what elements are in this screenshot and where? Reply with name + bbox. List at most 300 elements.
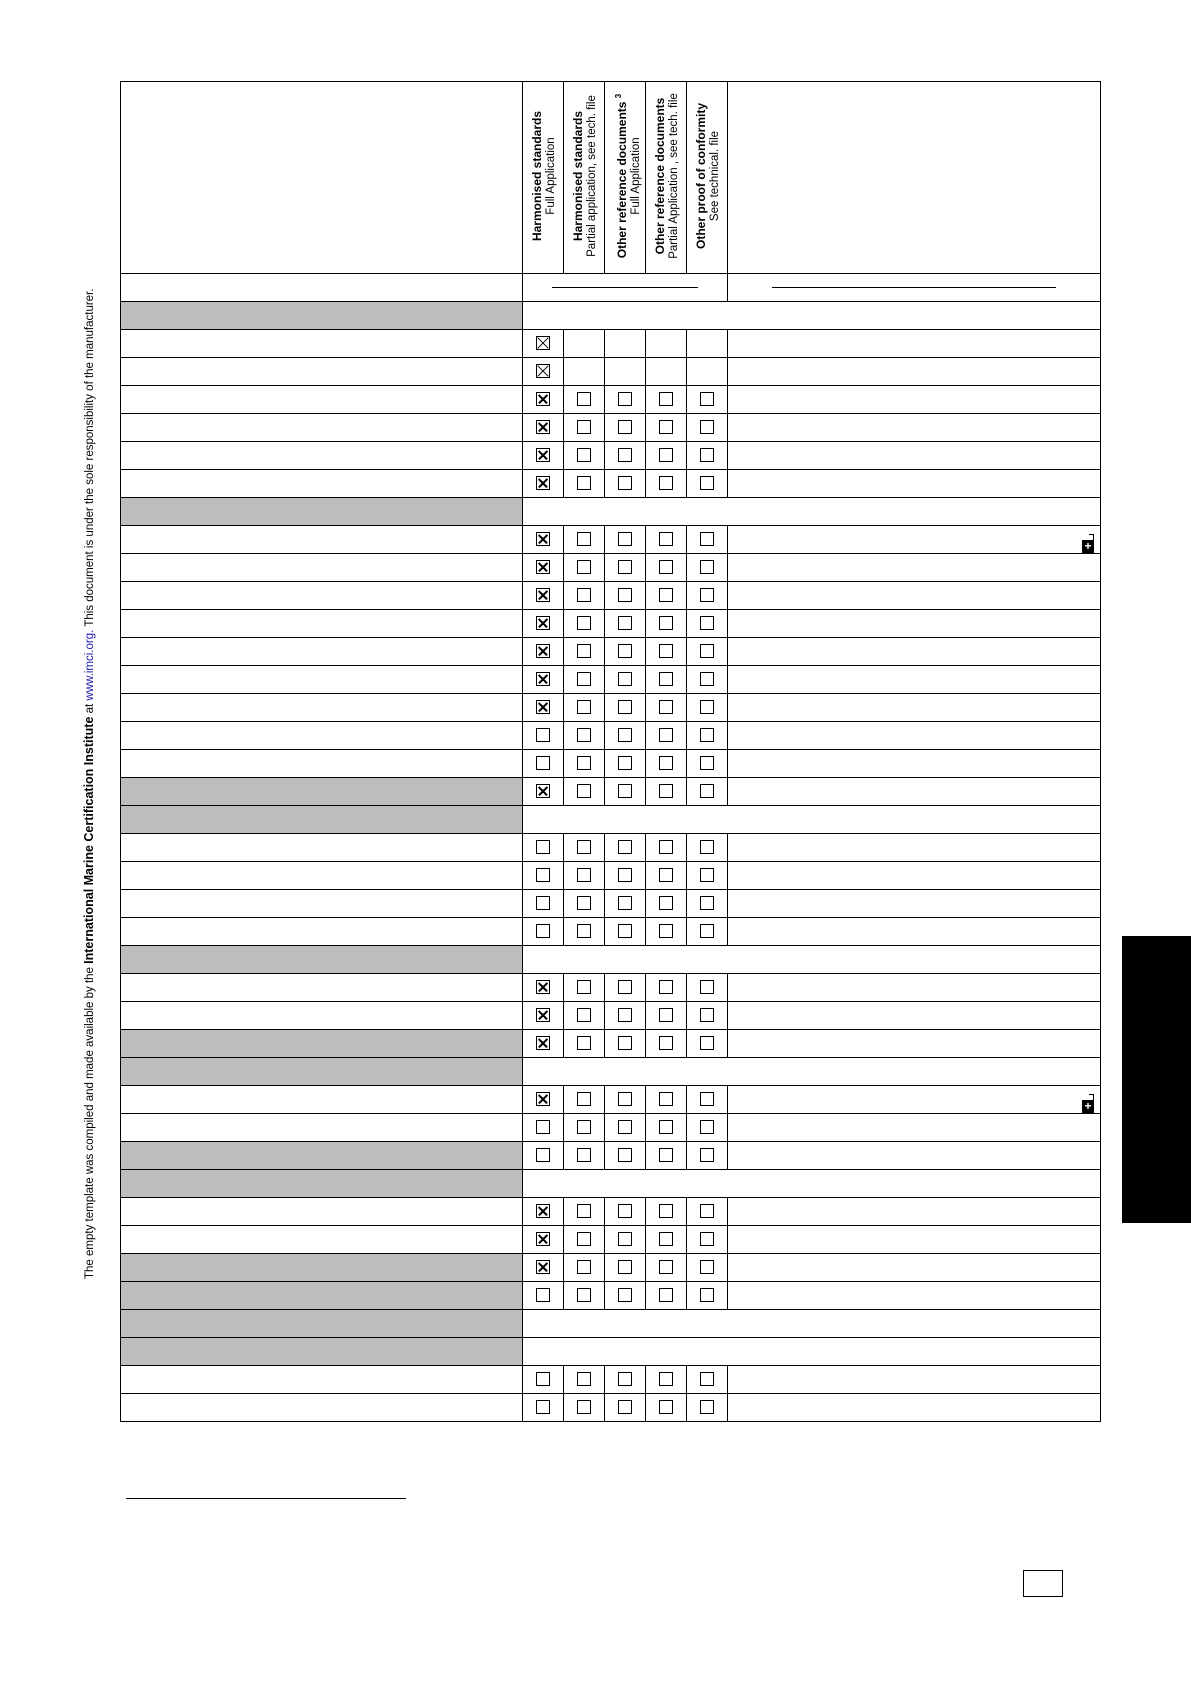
section-header-row	[121, 1338, 1101, 1366]
checked-checkbox[interactable]	[536, 392, 550, 406]
template-attribution-note	[82, 289, 97, 1279]
checkbox[interactable]	[618, 896, 632, 910]
checkbox[interactable]	[700, 1372, 714, 1386]
notes-cell[interactable]	[728, 890, 1101, 918]
checklist-row	[121, 386, 1101, 414]
checkbox[interactable]	[577, 560, 591, 574]
checklist-row	[121, 778, 1101, 806]
checkbox[interactable]	[577, 672, 591, 686]
checkbox[interactable]	[700, 756, 714, 770]
conformity-cell	[564, 470, 605, 498]
notes-cell[interactable]	[728, 1366, 1101, 1394]
checkbox[interactable]	[659, 420, 673, 434]
checked-checkbox[interactable]	[536, 700, 550, 714]
checkbox[interactable]	[577, 1008, 591, 1022]
checklist-row	[121, 330, 1101, 358]
checkbox[interactable]	[659, 728, 673, 742]
checkbox[interactable]	[618, 532, 632, 546]
conformity-cell	[605, 1366, 646, 1394]
notes-cell[interactable]	[728, 1198, 1101, 1226]
conformity-cell	[605, 750, 646, 778]
checked-checkbox[interactable]	[536, 1092, 550, 1106]
checkbox[interactable]	[577, 1372, 591, 1386]
conformity-cell	[605, 1394, 646, 1422]
checkbox[interactable]	[700, 1260, 714, 1274]
requirement-cell	[121, 834, 523, 862]
checkbox[interactable]	[659, 924, 673, 938]
checkbox[interactable]	[700, 1120, 714, 1134]
checkbox[interactable]	[659, 476, 673, 490]
checkbox[interactable]	[577, 1092, 591, 1106]
checkbox[interactable]	[659, 1092, 673, 1106]
checked-checkbox[interactable]	[536, 980, 550, 994]
checkbox[interactable]	[659, 532, 673, 546]
checkbox[interactable]	[700, 1092, 714, 1106]
notes-cell[interactable]	[728, 862, 1101, 890]
notes-cell[interactable]	[728, 1142, 1101, 1170]
conformity-cell	[687, 1254, 728, 1282]
checklist-row	[121, 890, 1101, 918]
attribution-text-at: at	[84, 700, 96, 717]
checkbox[interactable]	[700, 1148, 714, 1162]
checkbox[interactable]	[536, 896, 550, 910]
checkbox[interactable]	[659, 448, 673, 462]
checkbox[interactable]	[577, 588, 591, 602]
conformity-cell	[646, 1002, 687, 1030]
notes-cell[interactable]	[728, 694, 1101, 722]
checkbox[interactable]	[659, 980, 673, 994]
conformity-cell	[523, 1198, 564, 1226]
checkbox[interactable]	[577, 756, 591, 770]
notes-cell[interactable]	[728, 638, 1101, 666]
checkbox[interactable]	[536, 1288, 550, 1302]
checkbox[interactable]	[700, 616, 714, 630]
notes-cell[interactable]	[728, 750, 1101, 778]
header-other-ref-full: Other reference documents $^3$ Full Application	[605, 82, 646, 274]
checkbox[interactable]	[577, 1120, 591, 1134]
checkbox[interactable]	[618, 784, 632, 798]
checkbox[interactable]	[659, 392, 673, 406]
notes-cell[interactable]	[728, 358, 1101, 386]
section-title-cell	[121, 1058, 523, 1086]
checkbox[interactable]	[618, 1204, 632, 1218]
notes-cell[interactable]	[728, 470, 1101, 498]
conformity-cell	[687, 610, 728, 638]
requirement-cell	[121, 470, 523, 498]
notes-cell[interactable]	[728, 526, 1101, 554]
checkbox[interactable]	[577, 868, 591, 882]
checklist-row	[121, 442, 1101, 470]
checkbox[interactable]	[659, 1148, 673, 1162]
checkbox[interactable]	[700, 420, 714, 434]
conformity-cell	[564, 778, 605, 806]
checkbox[interactable]	[618, 1372, 632, 1386]
checklist-row	[121, 582, 1101, 610]
conformity-cell	[564, 1226, 605, 1254]
conformity-cell	[605, 862, 646, 890]
checkbox[interactable]	[618, 1148, 632, 1162]
checkbox[interactable]	[700, 672, 714, 686]
conformity-cell	[564, 666, 605, 694]
checkbox[interactable]	[700, 840, 714, 854]
checkbox[interactable]	[700, 392, 714, 406]
checkbox[interactable]	[700, 1400, 714, 1414]
requirement-cell	[121, 330, 523, 358]
checkbox[interactable]	[536, 728, 550, 742]
checked-checkbox[interactable]	[536, 364, 550, 378]
requirement-cell	[121, 722, 523, 750]
checkbox[interactable]	[659, 1204, 673, 1218]
checkbox[interactable]	[618, 420, 632, 434]
conformity-cell	[687, 1282, 728, 1310]
checkbox[interactable]	[659, 1008, 673, 1022]
conformity-cell	[605, 582, 646, 610]
requirement-cell	[121, 554, 523, 582]
conformity-cell	[523, 442, 564, 470]
checkbox[interactable]	[577, 840, 591, 854]
notes-cell[interactable]	[728, 442, 1101, 470]
conformity-cell	[646, 1142, 687, 1170]
checkbox[interactable]	[577, 1148, 591, 1162]
checkbox[interactable]	[618, 1036, 632, 1050]
checkbox[interactable]	[618, 392, 632, 406]
checkbox[interactable]	[536, 1148, 550, 1162]
conformity-cell	[605, 638, 646, 666]
checkbox[interactable]	[659, 644, 673, 658]
checkbox[interactable]	[577, 700, 591, 714]
checked-checkbox[interactable]	[536, 1036, 550, 1050]
conformity-cell	[605, 1282, 646, 1310]
checkbox[interactable]	[536, 756, 550, 770]
requirement-cell	[121, 1086, 523, 1114]
conformity-cell	[605, 442, 646, 470]
conformity-cell	[687, 918, 728, 946]
section-span-cell	[523, 946, 1101, 974]
expand-plus-icon[interactable]: +	[1082, 1100, 1094, 1113]
checklist-row	[121, 1030, 1101, 1058]
checkbox[interactable]	[659, 588, 673, 602]
checkbox[interactable]	[700, 784, 714, 798]
conformity-cell	[605, 554, 646, 582]
imci-link[interactable]: www.imci.org.	[84, 629, 96, 701]
checked-checkbox[interactable]	[536, 784, 550, 798]
notes-cell[interactable]	[728, 1002, 1101, 1030]
conformity-cell	[605, 1086, 646, 1114]
requirement-cell	[121, 442, 523, 470]
conformity-cell	[523, 526, 564, 554]
checkbox[interactable]	[577, 420, 591, 434]
checkbox[interactable]	[700, 644, 714, 658]
checkbox[interactable]	[618, 756, 632, 770]
section-title-cell	[121, 946, 523, 974]
checkbox[interactable]	[618, 588, 632, 602]
checklist-row	[121, 358, 1101, 386]
conformity-cell	[605, 1226, 646, 1254]
checkbox[interactable]	[618, 868, 632, 882]
checked-checkbox[interactable]	[536, 1204, 550, 1218]
notes-cell[interactable]	[728, 1114, 1101, 1142]
conformity-cell	[605, 526, 646, 554]
section-span-cell	[523, 1310, 1101, 1338]
checkbox[interactable]	[577, 644, 591, 658]
requirement-cell	[121, 918, 523, 946]
checkbox[interactable]	[659, 1400, 673, 1414]
checkbox[interactable]	[659, 756, 673, 770]
conformity-cell	[523, 1142, 564, 1170]
checked-checkbox[interactable]	[536, 616, 550, 630]
checkbox[interactable]	[618, 1008, 632, 1022]
section-header-row	[121, 946, 1101, 974]
conformity-cell	[605, 1254, 646, 1282]
checkbox[interactable]	[659, 1260, 673, 1274]
checklist-row	[121, 666, 1101, 694]
checked-checkbox[interactable]	[536, 1232, 550, 1246]
conformity-cell	[605, 974, 646, 1002]
conformity-cell	[605, 666, 646, 694]
checkbox[interactable]	[659, 672, 673, 686]
expand-plus-icon[interactable]: +	[1082, 540, 1094, 553]
checkbox[interactable]	[700, 1204, 714, 1218]
checkbox[interactable]	[659, 784, 673, 798]
checklist-row	[121, 526, 1101, 554]
conformity-cell	[646, 694, 687, 722]
checkbox[interactable]	[618, 1288, 632, 1302]
checkbox[interactable]	[618, 560, 632, 574]
checkbox[interactable]	[700, 560, 714, 574]
checkbox[interactable]	[700, 868, 714, 882]
notes-cell[interactable]	[728, 834, 1101, 862]
conformity-cell	[564, 1366, 605, 1394]
requirement-cell	[121, 638, 523, 666]
checkbox[interactable]	[700, 588, 714, 602]
notes-signature-cell	[728, 274, 1101, 302]
checkbox[interactable]	[659, 1036, 673, 1050]
requirement-cell	[121, 862, 523, 890]
checkbox[interactable]	[577, 476, 591, 490]
conformity-cell	[564, 442, 605, 470]
checklist-row	[121, 1254, 1101, 1282]
checkbox[interactable]	[618, 924, 632, 938]
requirement-cell	[121, 694, 523, 722]
checklist-row	[121, 1394, 1101, 1422]
checkbox[interactable]	[659, 896, 673, 910]
conformity-cell	[605, 330, 646, 358]
conformity-cell	[687, 386, 728, 414]
notes-cell[interactable]	[728, 554, 1101, 582]
conformity-cell	[523, 750, 564, 778]
conformity-cell	[564, 694, 605, 722]
checkbox[interactable]	[700, 1288, 714, 1302]
conformity-cell	[605, 722, 646, 750]
section-span-cell	[523, 498, 1101, 526]
checkbox[interactable]	[659, 868, 673, 882]
checkbox[interactable]	[536, 868, 550, 882]
checkbox[interactable]	[577, 532, 591, 546]
notes-cell[interactable]	[728, 610, 1101, 638]
conformity-cell	[605, 610, 646, 638]
checkbox[interactable]	[618, 1120, 632, 1134]
checkbox[interactable]	[536, 840, 550, 854]
checked-checkbox[interactable]	[536, 1008, 550, 1022]
checkbox[interactable]	[659, 1120, 673, 1134]
notes-cell[interactable]	[728, 1394, 1101, 1422]
conformity-cell	[687, 750, 728, 778]
conformity-cell	[646, 554, 687, 582]
checkbox[interactable]	[618, 1400, 632, 1414]
notes-cell[interactable]	[728, 722, 1101, 750]
checkbox[interactable]	[659, 1232, 673, 1246]
checkbox[interactable]	[700, 728, 714, 742]
checkbox[interactable]	[577, 980, 591, 994]
requirement-cell	[121, 778, 523, 806]
checked-checkbox[interactable]	[536, 476, 550, 490]
conformity-cell	[687, 330, 728, 358]
notes-cell[interactable]	[728, 1254, 1101, 1282]
conformity-cell	[646, 442, 687, 470]
notes-cell[interactable]	[728, 330, 1101, 358]
checkbox[interactable]	[618, 672, 632, 686]
checkbox[interactable]	[536, 1120, 550, 1134]
conformity-cell	[564, 330, 605, 358]
checkbox[interactable]	[659, 560, 673, 574]
notes-cell[interactable]	[728, 666, 1101, 694]
checkbox[interactable]	[577, 1400, 591, 1414]
checkbox[interactable]	[700, 980, 714, 994]
conformity-cell	[646, 1254, 687, 1282]
checkbox[interactable]	[618, 980, 632, 994]
checked-checkbox[interactable]	[536, 588, 550, 602]
checkbox[interactable]	[577, 1204, 591, 1218]
checkbox[interactable]	[618, 700, 632, 714]
conformity-cell	[687, 358, 728, 386]
checkbox[interactable]	[618, 644, 632, 658]
requirement-cell	[121, 974, 523, 1002]
conformity-cell	[564, 582, 605, 610]
conformity-cell	[605, 358, 646, 386]
conformity-cell	[687, 1198, 728, 1226]
blank-cell	[121, 274, 523, 302]
checkbox[interactable]	[536, 924, 550, 938]
checkbox[interactable]	[577, 1232, 591, 1246]
conformity-cell	[605, 918, 646, 946]
requirement-cell	[121, 610, 523, 638]
notes-cell[interactable]	[728, 386, 1101, 414]
requirement-cell	[121, 386, 523, 414]
conformity-cell	[646, 526, 687, 554]
checkbox[interactable]	[700, 476, 714, 490]
notes-cell[interactable]	[728, 974, 1101, 1002]
description-header-cell	[121, 82, 523, 274]
checked-checkbox[interactable]	[536, 532, 550, 546]
checkbox[interactable]	[659, 840, 673, 854]
checkbox[interactable]	[618, 616, 632, 630]
conformity-cell	[646, 330, 687, 358]
conformity-cell	[523, 554, 564, 582]
checkbox[interactable]	[577, 1260, 591, 1274]
notes-cell[interactable]	[728, 1086, 1101, 1114]
checklist-row	[121, 414, 1101, 442]
conformity-cell	[523, 582, 564, 610]
section-title-cell	[121, 498, 523, 526]
conformity-cell	[687, 722, 728, 750]
requirement-cell	[121, 1114, 523, 1142]
checkbox[interactable]	[618, 728, 632, 742]
conformity-cell	[523, 414, 564, 442]
checkbox[interactable]	[577, 896, 591, 910]
checkbox[interactable]	[577, 1288, 591, 1302]
checkbox[interactable]	[618, 1260, 632, 1274]
notes-cell[interactable]	[728, 1282, 1101, 1310]
checkbox[interactable]	[700, 1232, 714, 1246]
checkbox[interactable]	[618, 840, 632, 854]
checkbox[interactable]	[577, 448, 591, 462]
checkbox[interactable]	[536, 1400, 550, 1414]
requirement-cell	[121, 1226, 523, 1254]
checked-checkbox[interactable]	[536, 336, 550, 350]
checkbox[interactable]	[659, 616, 673, 630]
notes-header-cell	[728, 82, 1101, 274]
notes-cell[interactable]	[728, 582, 1101, 610]
checkbox[interactable]	[577, 1036, 591, 1050]
checkbox[interactable]	[659, 1288, 673, 1302]
checkbox[interactable]	[577, 784, 591, 798]
checkbox[interactable]	[618, 1232, 632, 1246]
notes-cell[interactable]	[728, 1226, 1101, 1254]
checkbox[interactable]	[577, 616, 591, 630]
notes-cell[interactable]	[728, 918, 1101, 946]
notes-cell[interactable]	[728, 414, 1101, 442]
conformity-cell	[687, 694, 728, 722]
checked-checkbox[interactable]	[536, 448, 550, 462]
requirement-cell	[121, 1142, 523, 1170]
checkbox[interactable]	[700, 1036, 714, 1050]
conformity-cell	[687, 1366, 728, 1394]
notes-cell[interactable]	[728, 1030, 1101, 1058]
checkbox[interactable]	[700, 1008, 714, 1022]
conformity-cell	[605, 694, 646, 722]
checked-checkbox[interactable]	[536, 644, 550, 658]
checkbox[interactable]	[577, 924, 591, 938]
conformity-cell	[564, 610, 605, 638]
checkbox[interactable]	[659, 700, 673, 714]
checkbox[interactable]	[700, 924, 714, 938]
conformity-checklist-table	[120, 81, 1101, 1422]
checked-checkbox[interactable]	[536, 560, 550, 574]
conformity-cell	[564, 1254, 605, 1282]
checkbox[interactable]	[536, 1372, 550, 1386]
conformity-cell	[564, 414, 605, 442]
checked-checkbox[interactable]	[536, 1260, 550, 1274]
checkbox[interactable]	[577, 392, 591, 406]
requirement-cell	[121, 1366, 523, 1394]
notes-cell[interactable]	[728, 778, 1101, 806]
checked-checkbox[interactable]	[536, 420, 550, 434]
checkbox[interactable]	[700, 448, 714, 462]
checkbox[interactable]	[618, 476, 632, 490]
checklist-row	[121, 1086, 1101, 1114]
conformity-cell	[523, 386, 564, 414]
checkbox[interactable]	[700, 532, 714, 546]
checkbox[interactable]	[659, 1372, 673, 1386]
checklist-row	[121, 694, 1101, 722]
checkbox[interactable]	[577, 728, 591, 742]
checked-checkbox[interactable]	[536, 672, 550, 686]
checkbox[interactable]	[700, 896, 714, 910]
checkbox[interactable]	[700, 700, 714, 714]
conformity-cell	[564, 1030, 605, 1058]
checkbox[interactable]	[618, 1092, 632, 1106]
checkbox[interactable]	[618, 448, 632, 462]
